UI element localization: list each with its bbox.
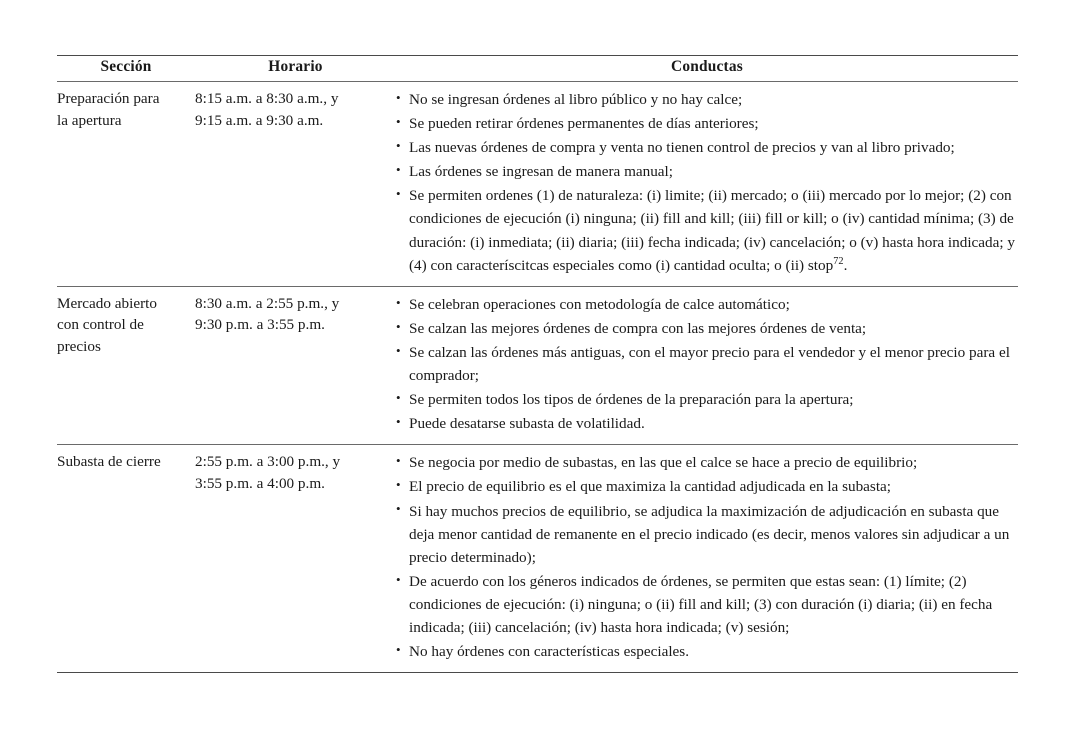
horario-line: 8:15 a.m. a 8:30 a.m., y bbox=[195, 90, 339, 107]
header-row bbox=[57, 56, 1018, 82]
conduct-list bbox=[396, 293, 1018, 436]
column-header-conductas: Conductas bbox=[396, 56, 1018, 82]
list-item: • Las nuevas órdenes de compra y venta no tienen control de precios y van al libro privado; bbox=[396, 136, 1018, 159]
horario-line: 9:15 a.m. a 9:30 a.m. bbox=[195, 111, 324, 129]
horario-line: 9:30 p.m. a 3:55 p.m. bbox=[195, 316, 325, 334]
schedule-table-container bbox=[57, 55, 1018, 673]
list-item: • No se ingresan órdenes al libro público y no hay calce; bbox=[396, 88, 1018, 111]
horario-line: 3:55 p.m. a 4:00 p.m. bbox=[195, 474, 325, 492]
table-row bbox=[57, 286, 1018, 445]
cell-horario bbox=[195, 82, 396, 287]
list-item: • Se permiten todos los tipos de órdenes de la preparación para la apertura; bbox=[396, 388, 1018, 411]
list-item: • El precio de equilibrio es el que maximiza la cantidad adjudicada en la subasta; bbox=[396, 475, 1018, 498]
cell-horario bbox=[195, 286, 396, 445]
list-item: • Se negocia por medio de subastas, en las que el calce se hace a precio de equilibrio; bbox=[396, 451, 1018, 474]
cell-conductas bbox=[396, 445, 1018, 673]
cell-seccion bbox=[57, 82, 195, 287]
seccion-line: Subasta de cierre bbox=[57, 453, 161, 471]
list-item-text: Se permiten ordenes (1) de naturaleza: (i) limite; (ii) mercado; o (iii) mercado por lo mejor; (2) con condiciones de ejecución (i) ninguna; (ii) fill and kill; (iii) fill or kill; o (iv) cantidad mínima; (3) de duración: (i) inmediata; (ii) diaria; (iii) fecha indicada; (iv) cancelación; o (v) hasta hora indicada; y (4) con caracteríscitcas especiales como (i) cantidad oculta; o (ii) stop bbox=[409, 187, 1015, 274]
table-header bbox=[57, 56, 1018, 82]
list-item: • Se calzan las mejores órdenes de compra con las mejores órdenes de venta; bbox=[396, 317, 1018, 340]
cell-seccion bbox=[57, 286, 195, 445]
list-item: • Se celebran operaciones con metodología de calce automático; bbox=[396, 293, 1018, 316]
list-item: • Puede desatarse subasta de volatilidad. bbox=[396, 412, 1018, 435]
trading-session-table bbox=[57, 55, 1018, 673]
list-item bbox=[396, 184, 1018, 276]
column-header-seccion: Sección bbox=[57, 56, 195, 82]
seccion-line: la apertura bbox=[57, 111, 122, 129]
cell-conductas bbox=[396, 82, 1018, 287]
footnote-tail: . bbox=[843, 256, 848, 274]
list-item: • Se pueden retirar órdenes permanentes de días anteriores; bbox=[396, 112, 1018, 135]
cell-conductas bbox=[396, 286, 1018, 445]
list-item: • No hay órdenes con características especiales. bbox=[396, 640, 1018, 663]
conduct-list bbox=[396, 451, 1018, 663]
list-item: • Si hay muchos precios de equilibrio, se adjudica la maximización de adjudicación en subasta que deja menor cantidad de remanente en el precio indicado (es decir, menos valores sin adjudicar a un precio determinado); bbox=[396, 500, 1018, 569]
seccion-line: con control de bbox=[57, 316, 144, 334]
cell-horario bbox=[195, 445, 396, 673]
seccion-line: Preparación para bbox=[57, 90, 160, 107]
list-item: • Las órdenes se ingresan de manera manual; bbox=[396, 160, 1018, 183]
seccion-line: Mercado abierto bbox=[57, 294, 157, 312]
horario-line: 8:30 a.m. a 2:55 p.m., y bbox=[195, 294, 340, 312]
list-item: • De acuerdo con los géneros indicados de órdenes, se permiten que estas sean: (1) límite; (2) condiciones de ejecución: (i) ninguna; o (ii) fill and kill; (3) con duración (i) diaria; (ii) en fecha indicada; (iii) cancelación; (iv) hasta hora indicada; (v) sesión; bbox=[396, 570, 1018, 639]
list-item: • Se calzan las órdenes más antiguas, con el mayor precio para el vendedor y el menor precio para el comprador; bbox=[396, 341, 1018, 387]
table-row bbox=[57, 445, 1018, 673]
footnote-marker: 72 bbox=[833, 255, 844, 267]
table-body bbox=[57, 82, 1018, 673]
horario-line: 2:55 p.m. a 3:00 p.m., y bbox=[195, 453, 341, 471]
cell-seccion bbox=[57, 445, 195, 673]
conduct-list bbox=[396, 88, 1018, 277]
seccion-line: precios bbox=[57, 337, 101, 355]
table-row bbox=[57, 82, 1018, 287]
column-header-horario: Horario bbox=[195, 56, 396, 82]
